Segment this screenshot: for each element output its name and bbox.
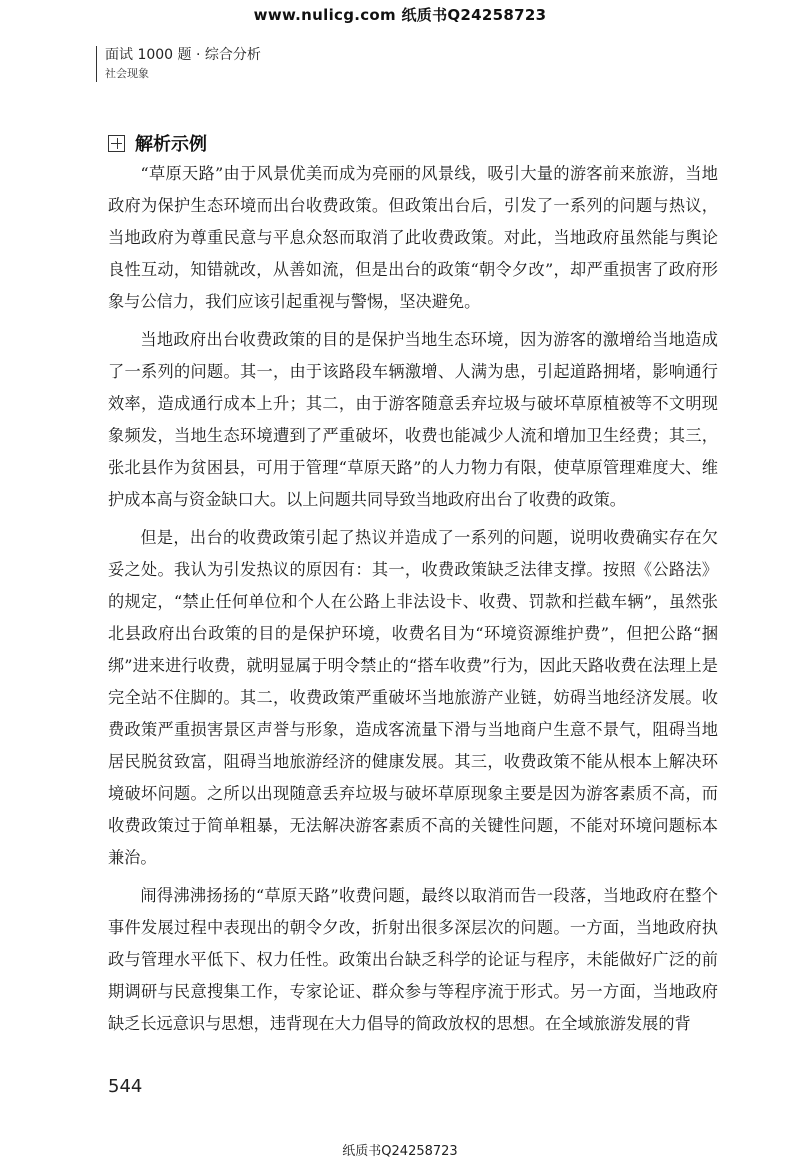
section-title: 解析示例: [135, 134, 207, 155]
paragraph-1: “草原天路”由于风景优美而成为亮丽的风景线，吸引大量的游客前来旅游，当地政府为保护生态环境而出台收费政策。但政策出台后，引发了一系列的问题与热议，当地政府为尊重民意与平息众怒而取消了此收费政策。对此，当地政府虽然能与舆论良性互动，知错就改，从善如流，但是出台的政策“朝令夕改”，却严重损害了政府形象与公信力，我们应该引起重视与警惕，坚决避免。: [108, 164, 718, 311]
bottom-watermark: 纸质书Q24258723: [342, 1144, 458, 1159]
section-heading: [108, 130, 207, 156]
section-grid-icon: [108, 135, 125, 152]
running-header: [96, 46, 261, 82]
paragraph-3: 但是，出台的收费政策引起了热议并造成了一系列的问题，说明收费确实存在欠妥之处。我认为引发热议的原因有：其一，收费政策缺乏法律支撑。按照《公路法》的规定，“禁止任何单位和个人在公路上非法设卡、收费、罚款和拦截车辆”，虽然张北县政府出台政策的目的是保护环境，收费名目为“环境资源维护费”，但把公路“捆绑”进来进行收费，就明显属于明令禁止的“搭车收费”行为，因此天路收费在法理上是完全站不住脚的。其二，收费政策严重破坏当地旅游产业链，妨碍当地经济发展。收费政策严重损害景区声誉与形象，造成客流量下滑与当地商户生意不景气，阻碍当地居民脱贫致富，阻碍当地旅游经济的健康发展。其三，收费政策不能从根本上解决环境破坏问题。之所以出现随意丢弃垃圾与破坏草原现象主要是因为游客素质不高，而收费政策过于简单粗暴，无法解决游客素质不高的关键性问题，不能对环境问题标本兼治。: [108, 528, 718, 867]
body-text: [108, 158, 718, 1046]
top-watermark: www.nulicg.com 纸质书Q24258723: [253, 6, 547, 24]
paragraph-2: 当地政府出台收费政策的目的是保护当地生态环境，因为游客的激增给当地造成了一系列的问题。其一，由于该路段车辆激增、人满为患，引起道路拥堵，影响通行效率，造成通行成本上升；其二，由于游客随意丢弃垃圾与破坏草原植被等不文明现象频发，当地生态环境遭到了严重破坏，收费也能减少人流和增加卫生经费；其三，张北县作为贫困县，可用于管理“草原天路”的人力物力有限，使草原管理难度大、维护成本高与资金缺口大。以上问题共同导致当地政府出台了收费的政策。: [108, 330, 718, 509]
book-title: 面试 1000 题 · 综合分析: [105, 47, 261, 63]
chapter-subtitle: 社会现象: [105, 67, 149, 80]
paragraph-4: 闹得沸沸扬扬的“草原天路”收费问题，最终以取消而告一段落，当地政府在整个事件发展过程中表现出的朝令夕改，折射出很多深层次的问题。一方面，当地政府执政与管理水平低下、权力任性。政策出台缺乏科学的论证与程序，未能做好广泛的前期调研与民意搜集工作，专家论证、群众参与等程序流于形式。另一方面，当地政府缺乏长远意识与思想，违背现在大力倡导的简政放权的思想。在全域旅游发展的背: [108, 886, 718, 1033]
page-number: 544: [108, 1076, 143, 1097]
